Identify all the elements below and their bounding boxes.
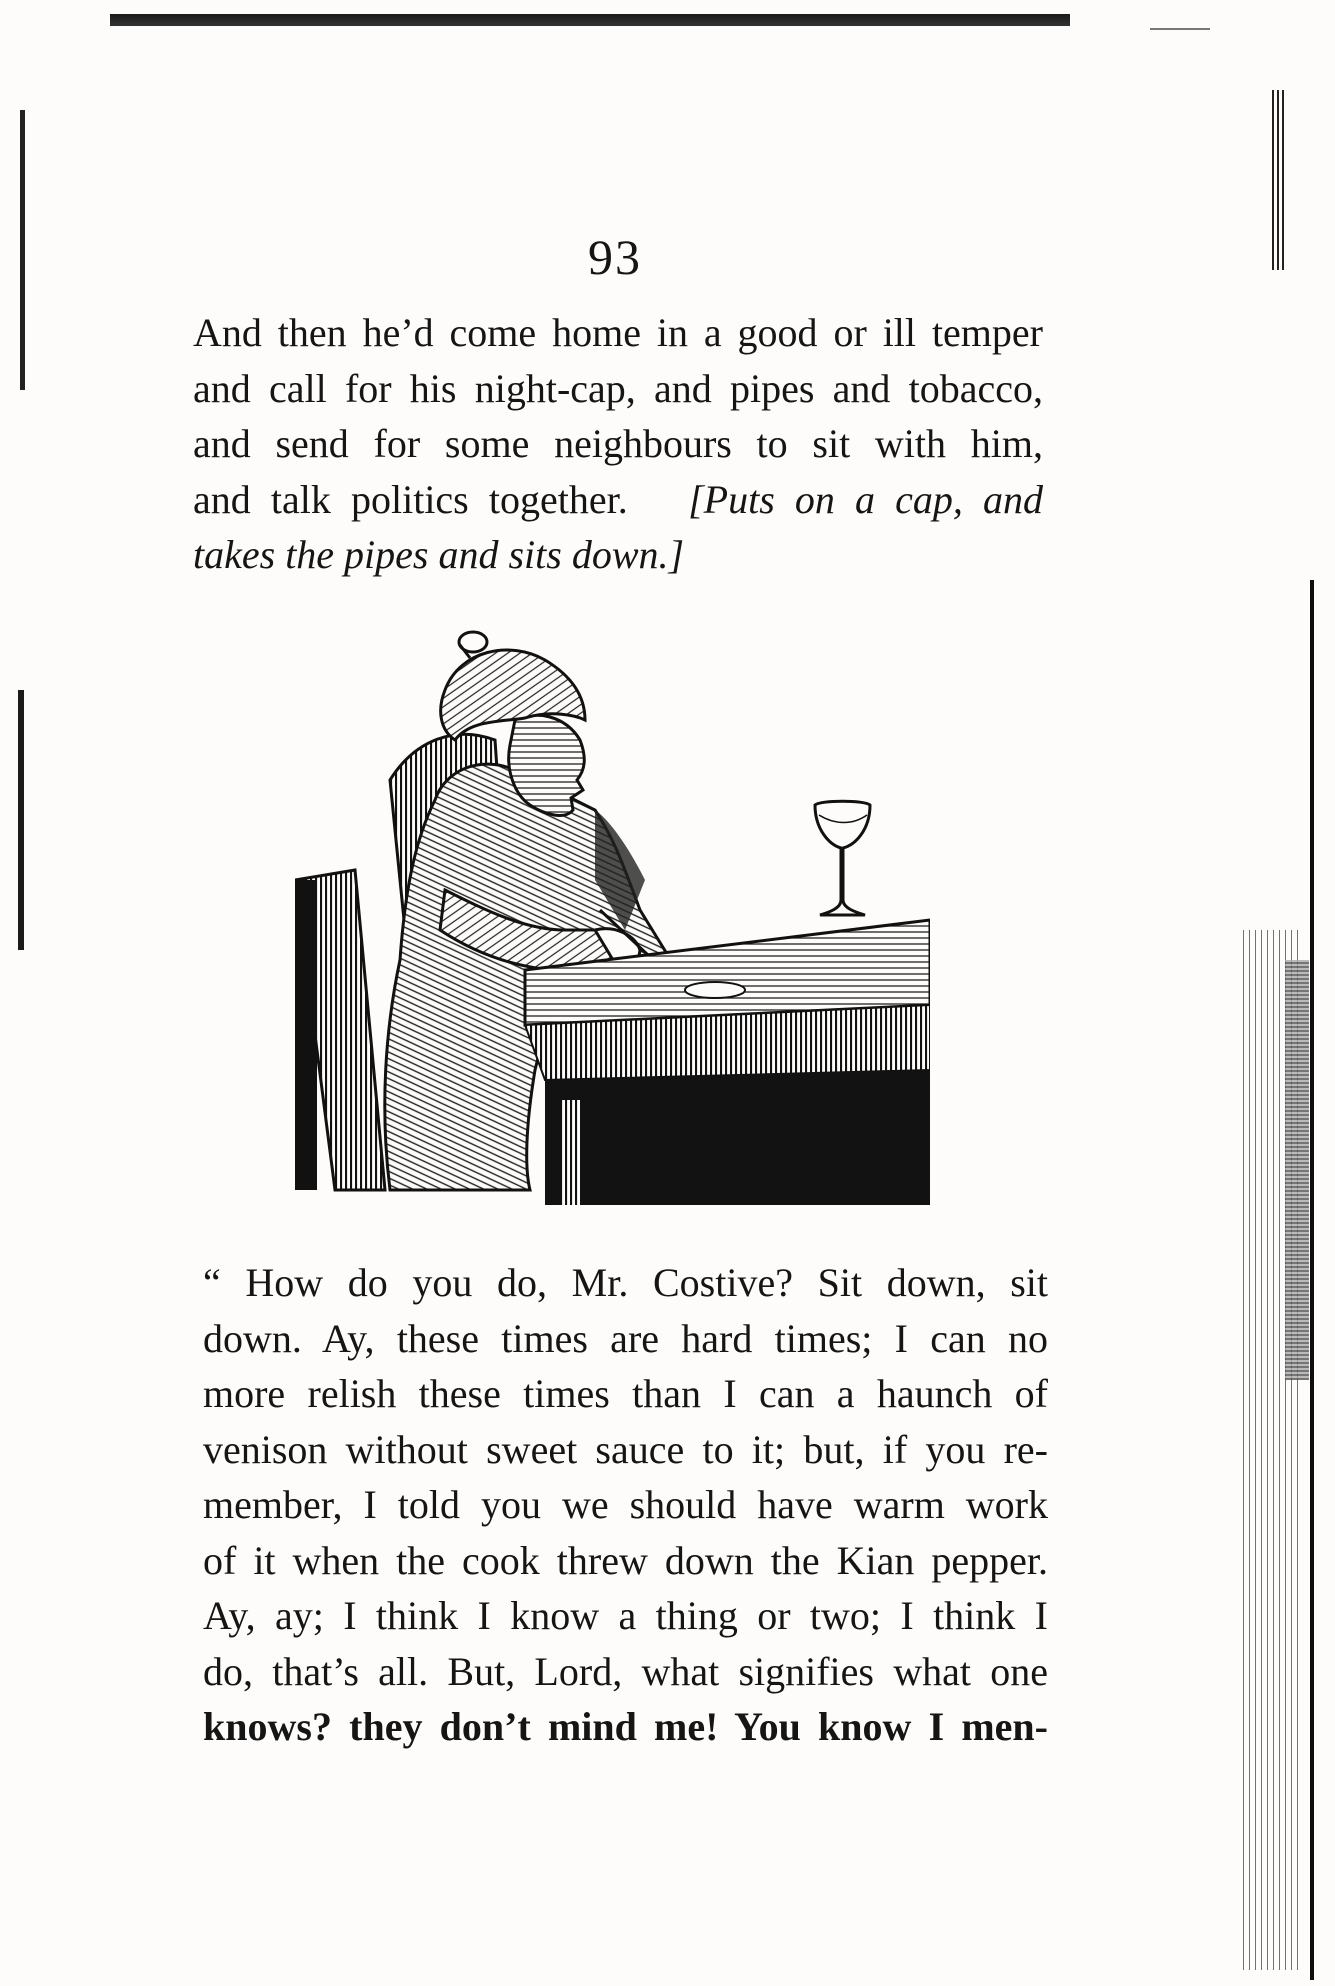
text-line: “ How do you do, Mr. Costive? Sit down, sit (203, 1260, 1048, 1305)
top-border-mark (1150, 28, 1210, 30)
stage-direction-line: takes the pipes and sits down.] (193, 532, 685, 577)
text-line: And then he’d come home in a good or ill temper (193, 310, 1043, 355)
text-line: knows? they don’t mind me! You know I men- (203, 1704, 1048, 1749)
right-page-edge-top (1272, 90, 1286, 270)
right-page-edge (1310, 580, 1314, 1980)
text-line: more relish these times than I can a haunch of (203, 1371, 1048, 1416)
text-line: down. Ay, these times are hard times; I can no (203, 1315, 1048, 1361)
text-line: of it when the cook threw down the Kian pepper. (203, 1537, 1048, 1583)
paragraph-1 (193, 305, 1043, 583)
tobacco-dish (685, 982, 745, 998)
left-binding-edge (20, 110, 25, 390)
text-line: Ay, ay; I think I know a thing or two; I think I (203, 1593, 1048, 1638)
table-shadow (545, 1070, 930, 1205)
right-page-edge-texture (1285, 960, 1309, 1380)
paragraph-2 (203, 1255, 1048, 1755)
stage-direction: [Puts on a cap, and (688, 476, 1044, 522)
text-line (193, 472, 1043, 528)
top-border-rule (110, 14, 1070, 26)
page-number: 93 (588, 229, 642, 285)
engraving-illustration (295, 630, 930, 1205)
text-line: venison without sweet sauce to it; but, if you re- (203, 1426, 1048, 1472)
engraving-svg (295, 630, 930, 1205)
text-line: do, that’s all. But, Lord, what signifies what one (203, 1648, 1048, 1694)
chair-leg (295, 880, 317, 1190)
text-line: member, I told you we should have warm work (203, 1482, 1048, 1527)
left-binding-edge-lower (18, 690, 24, 950)
text-line: and send for some neighbours to sit with him, (193, 421, 1043, 466)
text-line-main: and talk politics together. (193, 476, 628, 522)
text-line: and call for his night-cap, and pipes and tobacco, (193, 365, 1043, 411)
